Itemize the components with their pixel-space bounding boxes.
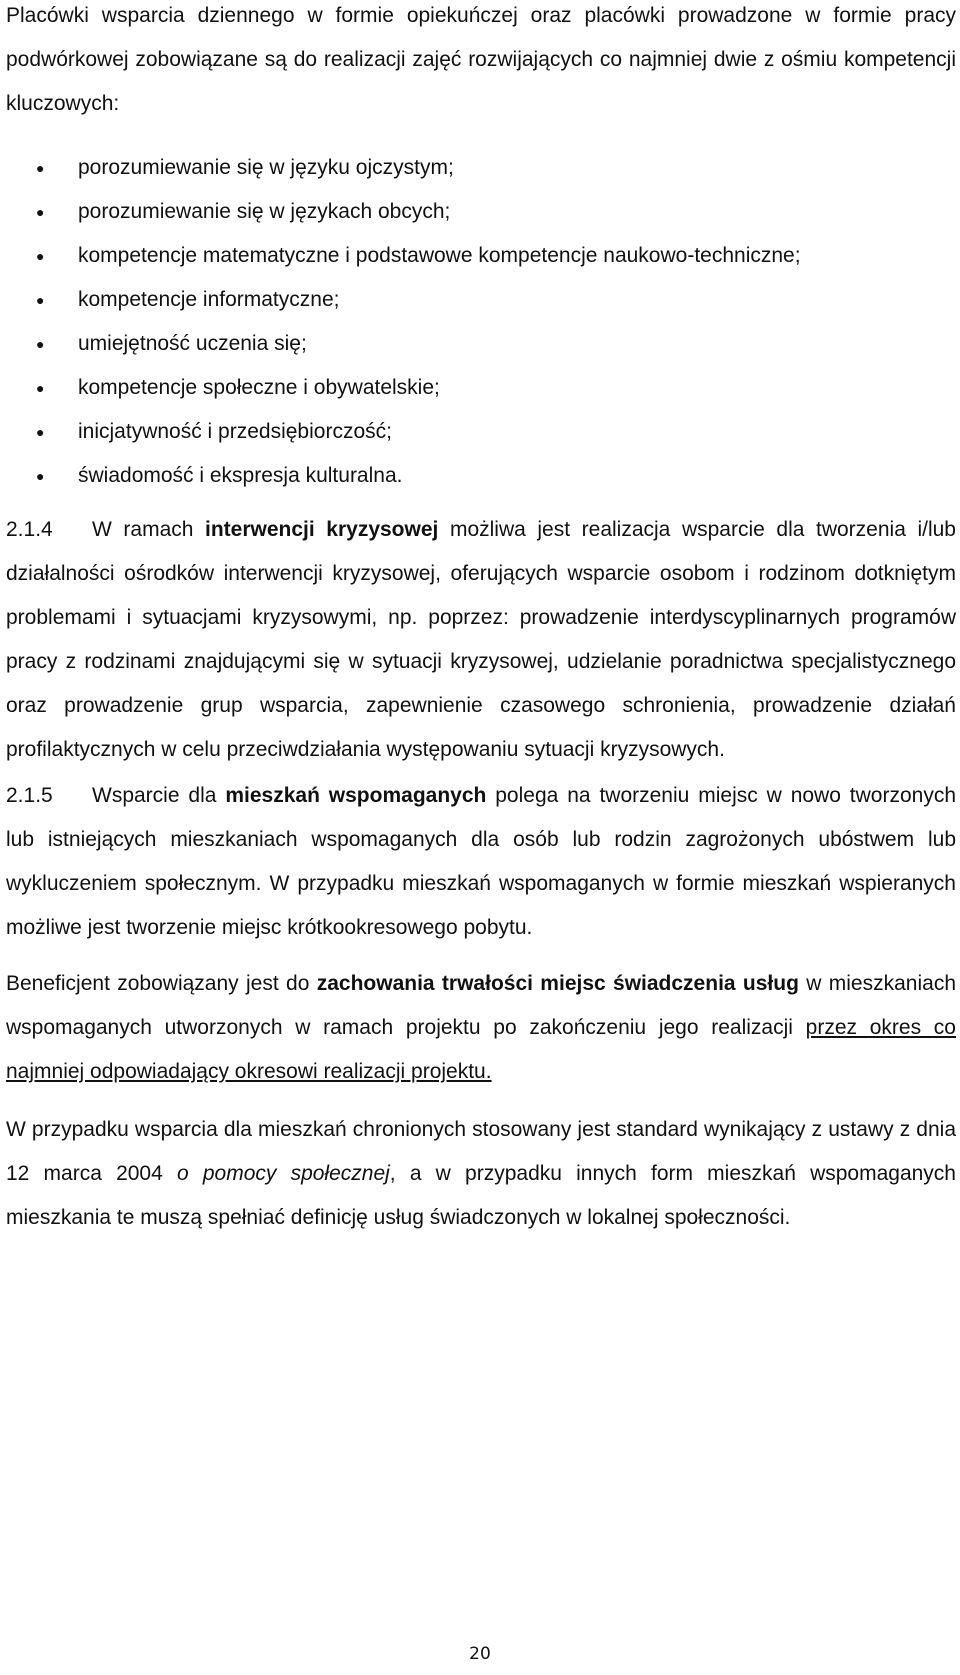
bullet-dot-icon: ●	[36, 292, 45, 308]
bold-term: interwencji kryzysowej	[205, 518, 439, 541]
chronione-paragraph: W przypadku wsparcia dla mieszkań chronionych stosowany jest standard wynikający z ustawy z dnia 12 marca 2004 o pomocy społecznej, a w przypadku innych form mieszkań wspomaganych mieszkania te muszą spełniać definicję usług świadczonych w lokalnej społeczności.	[6, 1118, 956, 1229]
bullet-dot-icon: ●	[36, 248, 45, 264]
list-item: ● porozumiewanie się w języku ojczystym;	[6, 146, 956, 190]
list-item: ● kompetencje społeczne i obywatelskie;	[6, 366, 956, 410]
beneficjent-paragraph: Beneficjent zobowiązany jest do zachowania trwałości miejsc świadczenia usług w mieszkaniach wspomaganych utworzonych w ramach projektu po zakończeniu jego realizacji przez okres co najmniej odpowiadający okresowi realizacji projektu.	[6, 972, 956, 1083]
bullet-dot-icon: ●	[36, 204, 45, 220]
section-number: 2.1.4	[6, 518, 53, 541]
italic-title: o pomocy społecznej	[176, 1162, 390, 1185]
bullet-dot-icon: ●	[36, 468, 45, 484]
section-2-1-4: 2.1.4 W ramach interwencji kryzysowej możliwa jest realizacja wsparcie dla tworzenia i/lub działalności ośrodków interwencji kryzysowej, oferujących wsparcie osobom i rodzinom dotkniętym problemami i sytuacjami kryzysowymi, np. poprzez: prowadzenie interdyscyplinarnych programów pracy z rodzinami znajdującymi się w sytuacji kryzysowej, udzielanie poradnictwa specjalistycznego oraz prowadzenie grup wsparcia, zapewnienie czasowego schronienia, prowadzenie działań profilaktycznych w celu przeciwdziałania występowaniu sytuacji kryzysowych.	[6, 508, 956, 772]
key-competences-list	[6, 146, 956, 498]
bullet-dot-icon: ●	[36, 160, 45, 176]
section-number: 2.1.5	[6, 784, 53, 807]
intro-paragraph: Placówki wsparcia dziennego w formie opiekuńczej oraz placówki prowadzone w formie pracy podwórkowej zobowiązane są do realizacji zajęć rozwijających co najmniej dwie z ośmiu kompetencji kluczowych:	[6, 4, 956, 115]
bold-term: mieszkań wspomaganych	[225, 784, 487, 807]
bullet-dot-icon: ●	[36, 424, 45, 440]
list-item: ● kompetencje informatyczne;	[6, 278, 956, 322]
list-item: ● porozumiewanie się w językach obcych;	[6, 190, 956, 234]
bullet-dot-icon: ●	[36, 380, 45, 396]
list-item: ● świadomość i ekspresja kulturalna.	[6, 454, 956, 498]
document-page	[6, 0, 956, 1240]
page-number: 20	[469, 1644, 491, 1664]
bullet-dot-icon: ●	[36, 336, 45, 352]
bold-term: zachowania trwałości miejsc świadczenia usług	[316, 972, 799, 995]
list-item: ● inicjatywność i przedsiębiorczość;	[6, 410, 956, 454]
list-item: ● umiejętność uczenia się;	[6, 322, 956, 366]
underlined-text: przez okres co najmniej odpowiadający okresowi realizacji projektu.	[6, 1016, 956, 1083]
list-item: ● kompetencje matematyczne i podstawowe kompetencje naukowo-techniczne;	[6, 234, 956, 278]
section-2-1-5: 2.1.5 Wsparcie dla mieszkań wspomaganych polega na tworzeniu miejsc w nowo tworzonych lub istniejących mieszkaniach wspomaganych dla osób lub rodzin zagrożonych ubóstwem lub wykluczeniem społecznym. W przypadku mieszkań wspomaganych w formie mieszkań wspieranych możliwe jest tworzenie miejsc krótkookresowego pobytu.	[6, 774, 956, 950]
